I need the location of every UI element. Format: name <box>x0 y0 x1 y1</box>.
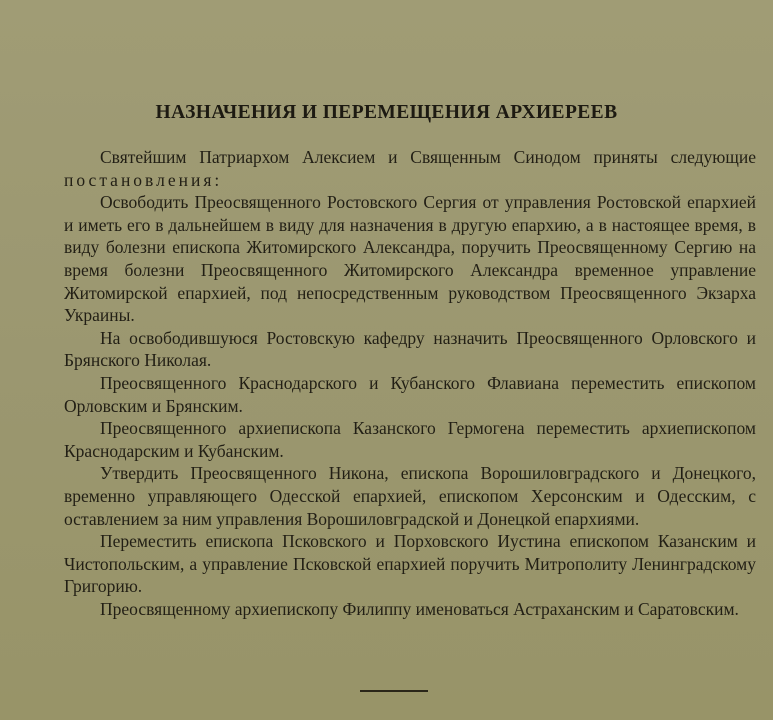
intro-spaced-word: постановления <box>64 169 215 190</box>
paragraph-nikolay: На освободившуюся Ростовскую кафедру назначить Преосвященного Орловского и Брянского Николая. <box>64 327 756 371</box>
paragraph-nikon: Утвердить Преосвященного Никона, епископа Ворошиловградского и Донецкого, временно управляющего Одесской епархией, епископом Херсонским и Одесским, с оставлением за ним управления Ворошиловградской и Донецкой епархиями. <box>64 463 756 529</box>
paragraph-sergiy: Освободить Преосвященного Ростовского Сергия от управления Ростовской епархией и иметь его в дальнейшем в виду для назначения в другую епархию, а в настоящее время, в виду болезни епископа Житомирского Александра, поручить Преосвященному Сергию на время болезни Преосвященного Житомирского Александра временное управление Житомирской епархией, под непосредственным руководством Преосвященного Экзарха Украины. <box>64 192 756 326</box>
intro-paragraph <box>64 146 756 191</box>
paragraph-iustin: Переместить епископа Псковского и Порховского Иустина епископом Казанским и Чистопольским, а управление Псковской епархией поручить Митрополиту Ленинградскому Григорию. <box>64 531 756 597</box>
article-body <box>64 146 756 620</box>
intro-tail-text: : <box>214 169 220 190</box>
paragraph-germogen: Преосвященного архиепископа Казанского Гермогена переместить архиепископом Краснодарским и Кубанским. <box>64 418 756 461</box>
page-title: НАЗНАЧЕНИЯ И ПЕРЕМЕЩЕНИЯ АРХИЕРЕЕВ <box>155 102 618 123</box>
closing-divider <box>360 690 428 692</box>
paragraph-flavian: Преосвященного Краснодарского и Кубанского Флавиана переместить епископом Орловским и Брянским. <box>64 372 756 416</box>
intro-lead-text: Святейшим Патриархом Алексием и Священным Синодом приняты следующие <box>100 147 756 167</box>
paragraph-filipp: Преосвященному архиепископу Филиппу именоваться Астраханским и Саратовским. <box>100 598 739 619</box>
